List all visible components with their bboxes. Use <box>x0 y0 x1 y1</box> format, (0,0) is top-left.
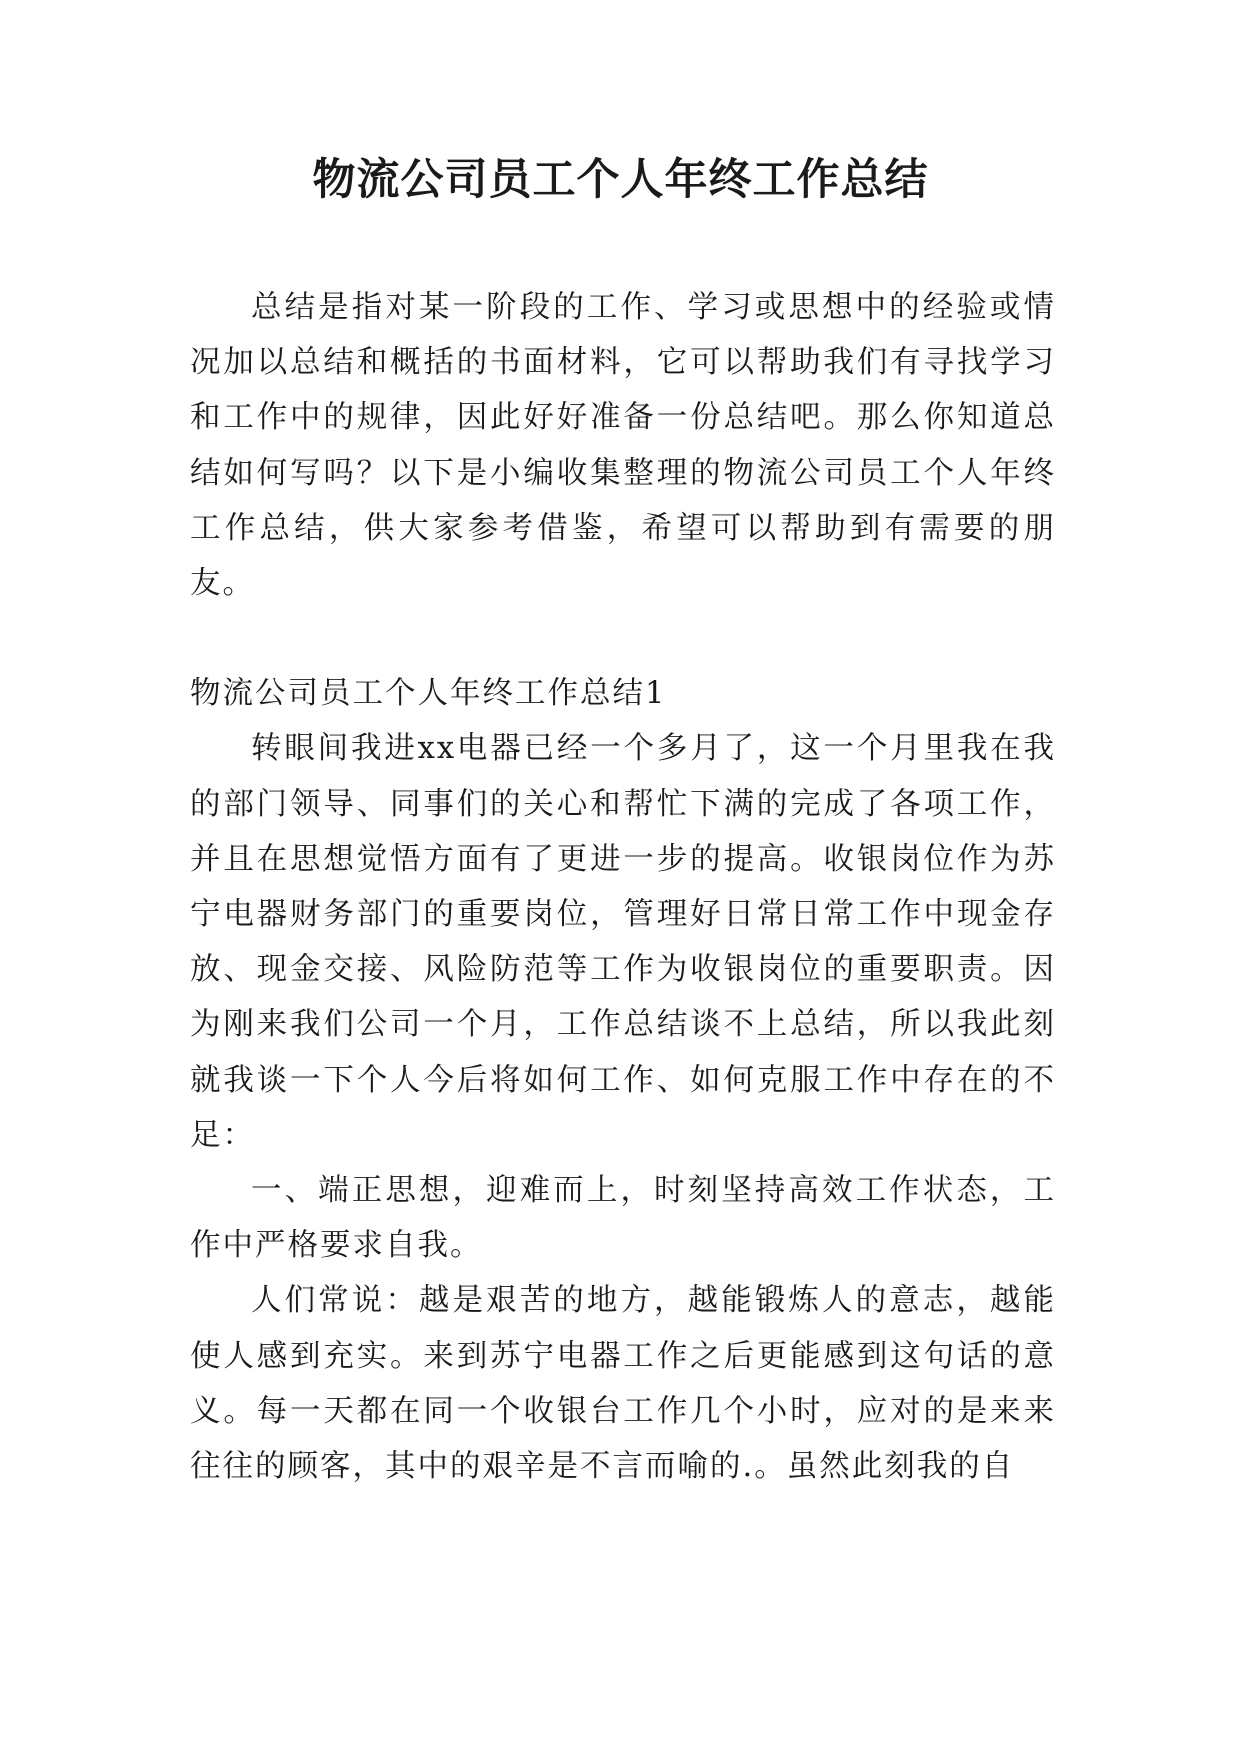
body-paragraph: 一、端正思想，迎难而上，时刻坚持高效工作状态，工作中严格要求自我。 <box>190 1173 1056 1264</box>
section-spacer <box>190 611 1056 666</box>
section-heading: 物流公司员工个人年终工作总结1 <box>190 676 667 712</box>
body-paragraph: 人们常说：越是艰苦的地方，越能锻炼人的意志，越能使人感到充实。来到苏宁电器工作之后更能感到这句话的意义。每一天都在同一个收银台工作几个小时，应对的是来来往往的顾客，其中的艰辛是不言而喻的.。虽然此刻我的自 <box>190 1283 1056 1485</box>
document-title: 物流公司员工个人年终工作总结 <box>312 155 929 205</box>
body-paragraph: 转眼间我进xx电器已经一个多月了，这一个月里我在我的部门领导、同事们的关心和帮忙下满的完成了各项工作，并且在思想觉悟方面有了更进一步的提高。收银岗位作为苏宁电器财务部门的重要岗位，管理好日常日常工作中现金存放、现金交接、风险防范等工作为收银岗位的重要职责。因为刚来我们公司一个月，工作总结谈不上总结，所以我此刻就我谈一下个人今后将如何工作、如何克服工作中存在的不足： <box>190 731 1056 1153</box>
intro-paragraph: 总结是指对某一阶段的工作、学习或思想中的经验或情况加以总结和概括的书面材料，它可以帮助我们有寻找学习和工作中的规律，因此好好准备一份总结吧。那么你知道总结如何写吗？以下是小编收集整理的物流公司员工个人年终工作总结，供大家参考借鉴，希望可以帮助到有需要的朋友。 <box>190 290 1056 602</box>
document-body <box>190 280 1056 1494</box>
